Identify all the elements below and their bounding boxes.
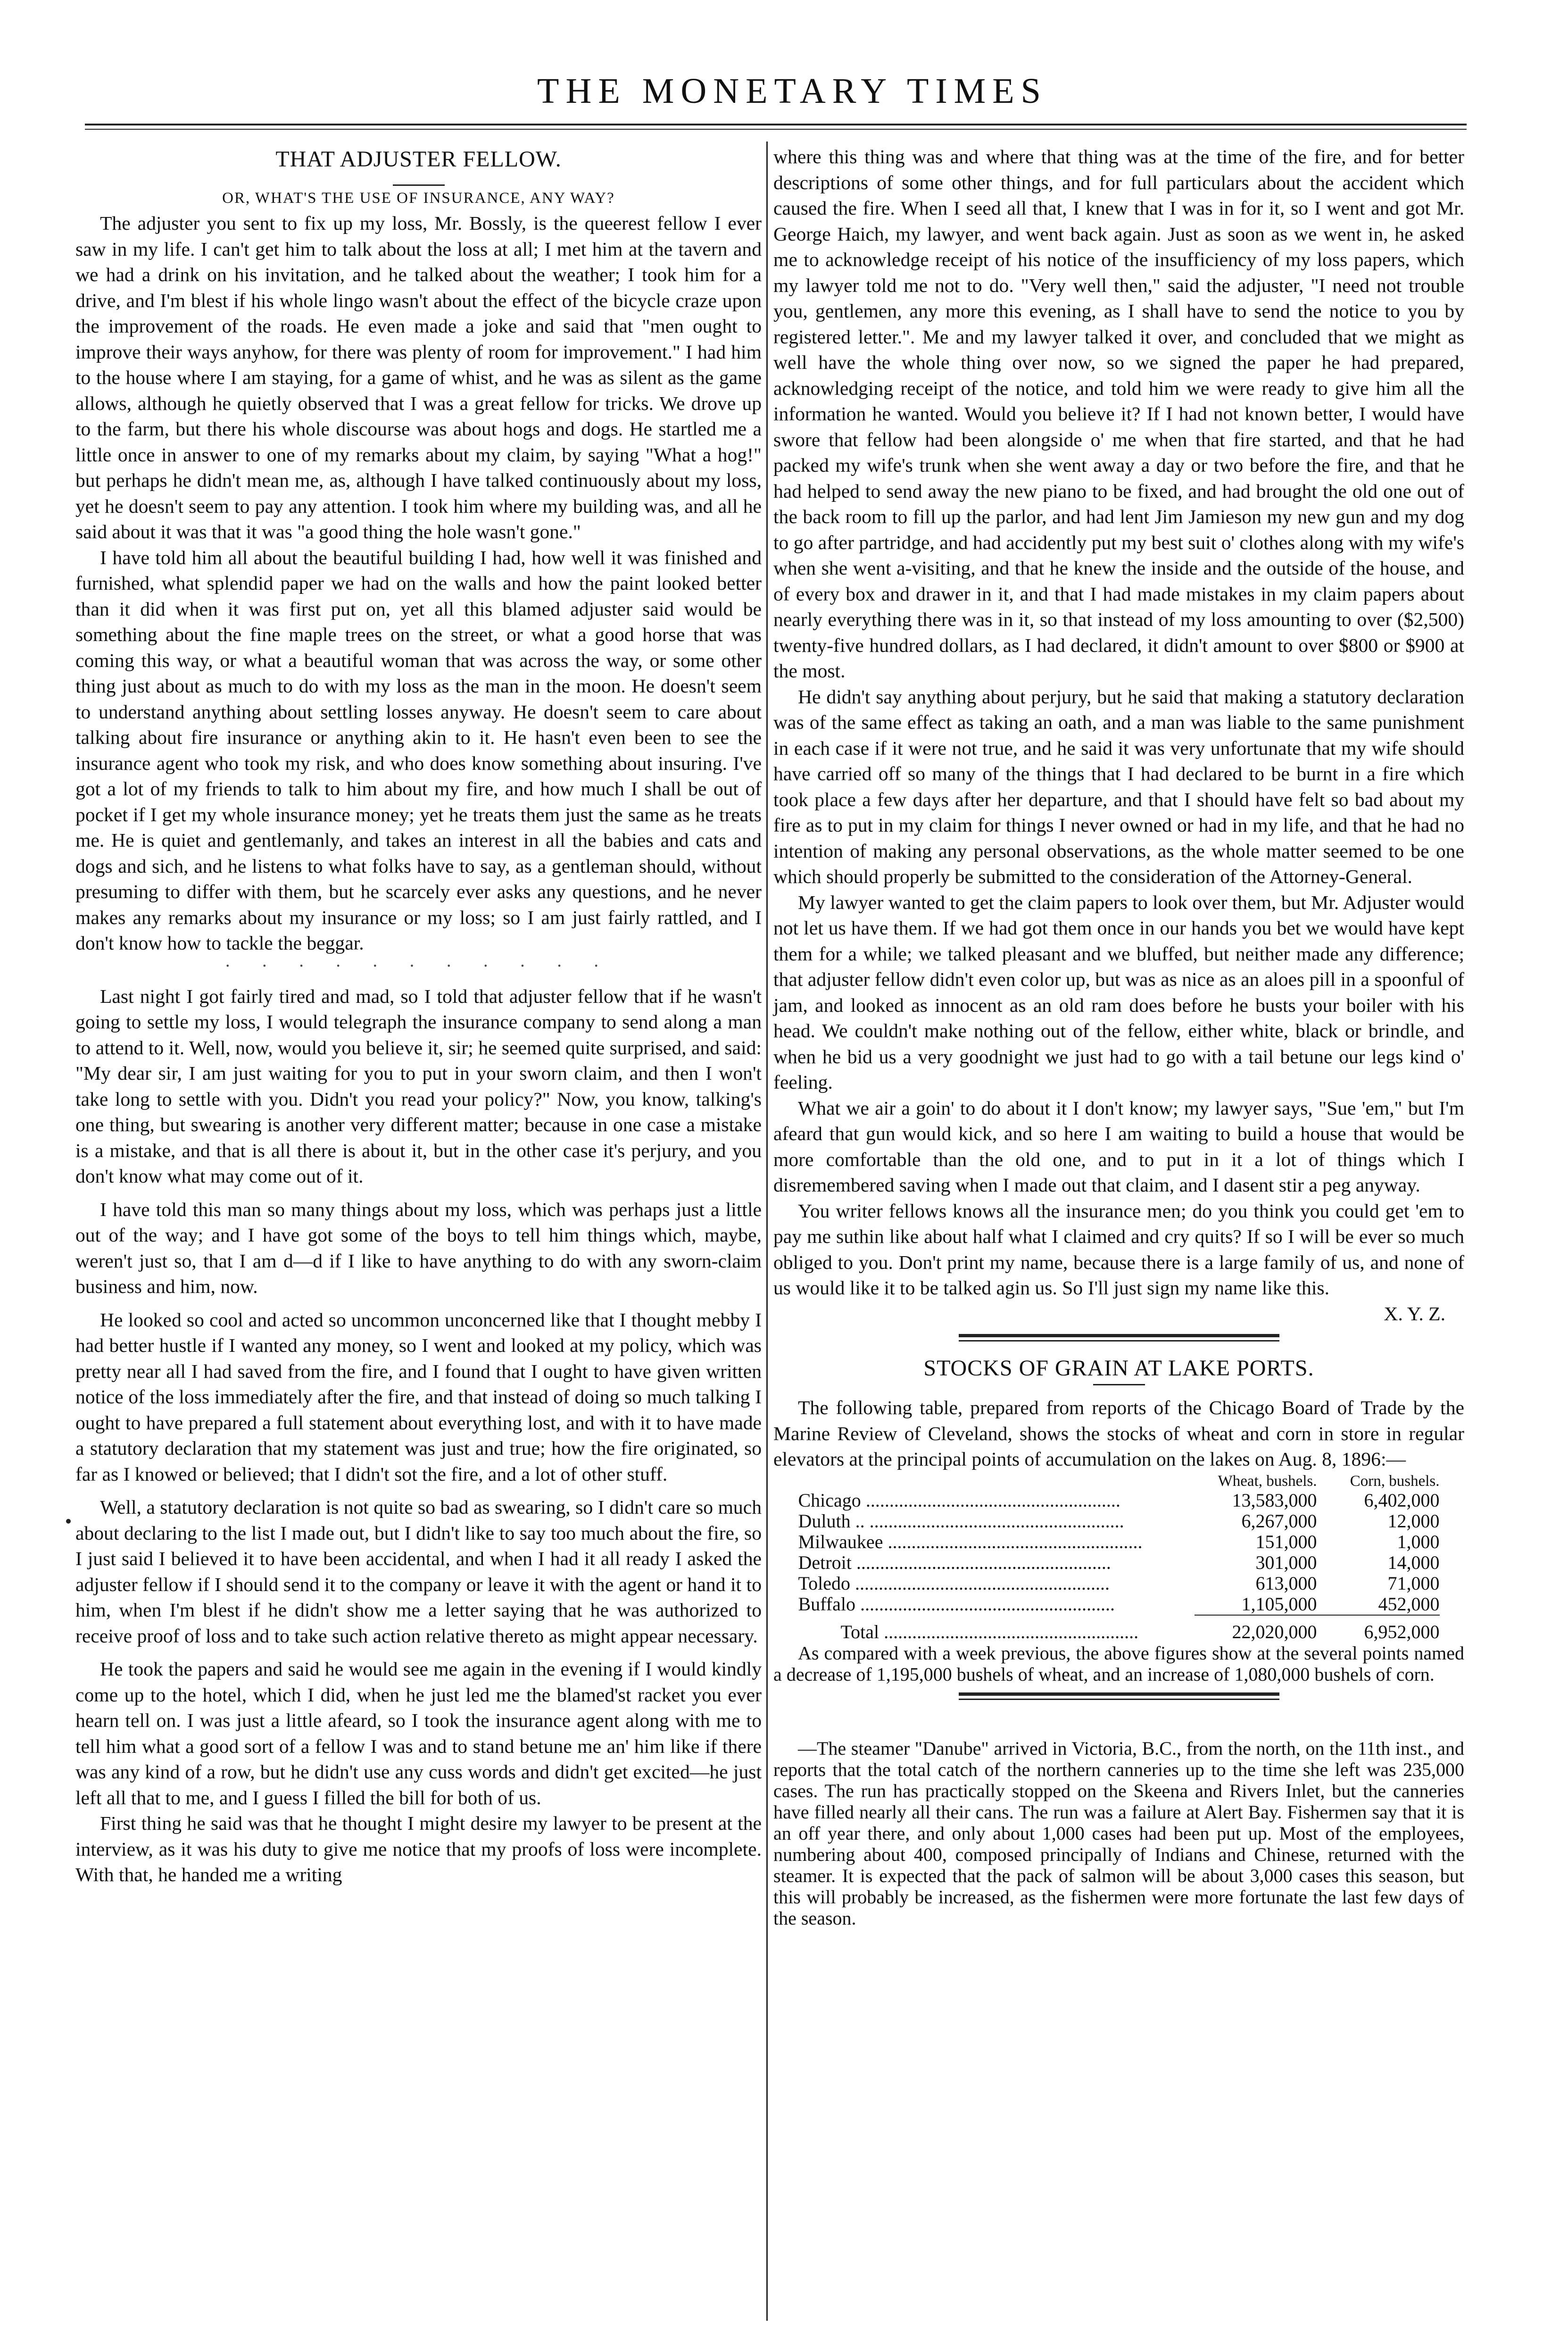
paragraph: What we air a goin' to do about it I don't know; my lawyer says, "Sue 'em," but I'm afeard that gun would kick, and so here I am waiting to build a house that would be more comfortable than the old one, and to put in it a lot of things which I disremembered saving when I made out that claim, and I dasent stir a peg anyway.	[773, 1097, 1464, 1196]
table-row	[798, 1594, 1440, 1615]
wheat-value: 1,105,000	[1195, 1594, 1317, 1615]
port-name: Buffalo ......................................................	[798, 1593, 1115, 1615]
corn-value: 1,000	[1397, 1531, 1440, 1552]
paragraph: where this thing was and where that thing was at the time of the fire, and for better descriptions of some other things, and for full particulars about the accident which caused the fire. When I seed all that, I knew that I was in for it, so I went and got Mr. George Haich, my lawyer, and went back again. Just as soon as we went in, he asked me to acknowledge receipt of his notice of the insufficiency of my loss papers, which my lawyer told me not to do. "Very well then," said the adjuster, "I need not trouble you, gentlemen, any more this evening, as I shall have to send the notice to you by registered letter.". Me and my lawyer talked it over, and concluded that we might as well have the whole thing over now, so we signed the paper he had prepared, acknowledging receipt of the notice, and told him we were ready to give him all the information he wanted. Would you believe it? If I had not known better, I would have swore that fellow had been alongside o' me when that fire started, and that he had packed my wife's trunk when she went away a day or two before the fire, and that he had helped to send away the new piano to be fixed, and had brought the old one out of the back room to fill up the parlor, and had lent Jim Jamieson my new gun and my dog to go after partridge, and had accidently put my best suit o' clothes along with my wife's when she went a-visiting, and that he knew the inside and the outside of the house, and of every box and drawer in it, and that I had made mistakes in my claim papers about nearly everything there was in it, so that instead of my loss amounting to over ($2,500) twenty-five hundred dollars, as I had declared, it didn't amount to over $800 or $900 at the most.	[773, 146, 1464, 682]
paragraph: He looked so cool and acted so uncommon unconcerned like that I thought mebby I had better hustle if I wanted any money, so I went and looked at my policy, which was pretty near all I had saved from the fire, and I found that I ought to have given written notice of the loss immediately after the fire, and that instead of doing so much talking I ought to have prepared a full statement about everything lost, and with it to have made a statutory declaration that my statement was just and true; how the fire originated, so far as I knowed or believed; that I didn't sot the fire, and a lot of other stuff.	[75, 1308, 762, 1485]
section-break: · · · · · · · · · · ·	[224, 956, 613, 976]
total-label: Total ......................................................	[840, 1621, 1139, 1642]
wheat-total: 22,020,000	[1232, 1621, 1317, 1642]
table-row	[798, 1552, 1440, 1573]
paragraph: The adjuster you sent to fix up my loss, Mr. Bossly, is the queerest fellow I ever saw in my life. I can't get him to talk about the loss at all; I met him at the tavern and we had a drink on his invitation, and he talked about the weather; I took him for a drive, and I'm blest if his whole lingo wasn't about the effect of the bicycle craze upon the improvement of the roads. He even made a joke and said that "men ought to improve their ways anyhow, for there was plenty of room for improvement." I had him to the house where I am staying, for a game of whist, and he was as silent as the game allows, although he quietly observed that I was a great fellow for tricks. We drove up to the farm, but there his whole discourse was about hogs and dogs. He startled me a little once in answer to one of my remarks about my claim, by saying "What a hog!" but perhaps he didn't mean me, as, although I have talked continuously about my loss, yet he doesn't seem to pay any attention. I took him where my building was, and all he said about it was that it was "a good thing the hole wasn't gone."	[75, 212, 762, 542]
wheat-value: 13,583,000	[1232, 1489, 1317, 1511]
left-column	[75, 144, 762, 1888]
grain-table	[798, 1472, 1440, 1642]
table-header	[798, 1472, 1195, 1490]
paragraph: My lawyer wanted to get the claim papers to look over them, but Mr. Adjuster would not let us have them. If we had got them once in our hands you bet we would have kept them for a while; we talked pleasant and we bluffed, but neither made any difference; that adjuster fellow didn't even color up, but was as nice as an aloes pill in a spoonful of jam, and looked as innocent as an old ram does before he busts your boiler with his head. We couldn't make nothing out of the fellow, either white, black or brindle, and when he bid us a very goodnight we just had to go with a tail betune our legs kind o' feeling.	[773, 891, 1464, 1093]
paragraph: Well, a statutory declaration is not quite so bad as swearing, so I didn't care so much about declaring to the list I made out, but I didn't like to say too much about the fire, so I just said I believed it to have been accidental, and when I had it all ready I asked the adjuster fellow if I should send it to the company or leave it with the agent or hand it to him, when I'm blest if he didn't show me a letter saying that he was authorized to receive proof of loss and to take such action relative thereto as might appear necessary.	[75, 1496, 762, 1647]
paragraph: I have told him all about the beautiful building I had, how well it was finished and furnished, what splendid paper we had on the walls and how the paint looked better than it did when it was first put on, yet all this blamed adjuster said would be something about the fine maple trees on the street, or what a good horse that was coming this way, or what a beautiful woman that was across the way, or some other thing just about as much to do with my loss as the man in the moon. He doesn't seem to understand anything about settling losses anyway. He doesn't seem to care about talking about fire insurance or anything akin to it. He hasn't even been to see the insurance agent who took my risk, and who does know something about insuring. I've got a lot of my friends to talk to him about my fire, and how much I shall be out of pocket if I get my whole insurance money; yet he treats them just the same as he treats me. He is quiet and gentlemanly, and takes an interest in all the babies and cats and dogs and sich, and he listens to what folks have to say, as a gentleman should, without presuming to differ with them, but he scarcely ever asks any questions, and he never makes any remarks about my insurance or my loss; so I am just fairly rattled, and I don't know how to tackle the beggar.	[75, 546, 762, 954]
corn-value: 14,000	[1387, 1551, 1440, 1573]
paragraph: First thing he said was that he thought I might desire my lawyer to be present at the interview, as it was his duty to give me notice that my proofs of loss were incomplete. With that, he handed me a writing	[75, 1812, 762, 1885]
section-rule	[959, 1334, 1279, 1342]
salmon-news: —The steamer "Danube" arrived in Victoria, B.C., from the north, on the 11th inst., and reports that the total catch of the northern canneries up to the time she left was 235,000 cases. The run has practically stopped on the Skeena and Rivers Inlet, but the canneries have filled nearly all their cans. The run was a failure at Alert Bay. Fishermen say that it is an off year there, and only about 1,000 cases had been put up. Most of the employees, numbering about 400, composed principally of Indians and Chinese, returned with the steamer. It is expected that the pack of salmon will be about 3,000 cases this season, but this will probably be increased, as the fishermen were more fortunate the last few days of the season.	[773, 1737, 1464, 1929]
section-rule	[959, 1692, 1279, 1700]
right-column	[773, 144, 1464, 1929]
grain-title: STOCKS OF GRAIN AT LAKE PORTS.	[923, 1356, 1314, 1381]
paragraph: You writer fellows knows all the insurance men; do you think you could get 'em to pay me suthin like about half what I claimed and cry quits? If so I will be ever so much obliged to you. Don't print my name, because there is a large family of us, and none of us would like it to be talked agin us. So I'll just sign my name like this.	[773, 1200, 1464, 1299]
wheat-value: 151,000	[1255, 1531, 1317, 1552]
masthead-rule-bottom	[85, 129, 1467, 130]
masthead: THE MONETARY TIMES	[537, 71, 1047, 111]
table-header-row	[798, 1472, 1440, 1490]
table-row	[798, 1532, 1440, 1552]
table-header: Corn, bushels.	[1350, 1472, 1440, 1490]
port-name: Milwaukee ......................................................	[798, 1531, 1143, 1552]
port-name: Detroit ......................................................	[798, 1552, 1111, 1573]
paragraph: He didn't say anything about perjury, but he said that making a statutory declaration was of the same effect as taking an oath, and a man was liable to the same punishment in each case if it were not true, and he said it was very unfortunate that my wife should have carried off so many of the things that I had declared to be burnt in a fire which took place a few days after her departure, and that I should have felt so bad about my fire as to put in my claim for things I never owned or had in my life, and that he had no intention of making any personal observations, as the whole matter seemed to be one which should properly be submitted to the consideration of the Attorney-General.	[773, 685, 1464, 887]
wheat-value: 6,267,000	[1241, 1510, 1317, 1532]
table-row	[798, 1573, 1440, 1594]
wheat-value: 301,000	[1255, 1551, 1317, 1573]
paragraph: He took the papers and said he would see me again in the evening if I would kindly come up to the hotel, which I did, when he just led me the blamed'st racket you ever hearn tell on. I was just a little afeard, so I took the insurance agent along with me to tell him what a good sort of a fellow I was and to stand betune me an' him like if there was any kind of a row, but he didn't use any cuss words and didn't get excited—he just left all that to me, and I guess I filled the bill for both of us.	[75, 1658, 762, 1808]
paragraph: Last night I got fairly tired and mad, so I told that adjuster fellow that if he wasn't going to settle my loss, I would telegraph the insurance company to send along a man to attend to it. Well, now, would you believe it, sir; he seemed quite surprised, and said: "My dear sir, I am just waiting for you to put in your sworn claim, and then I won't take long to settle with you. Didn't you read your policy?" Now, you know, talking's one thing, but swearing is another very different matter; because in one case a mistake is a mistake, and that is all there is about it, but in the other case it's perjury, and you don't know what may come out of it.	[75, 985, 762, 1187]
grain-note: As compared with a week previous, the above figures show at the several points named a decrease of 1,195,000 bushels of wheat, and an increase of 1,080,000 bushels of corn.	[773, 1642, 1464, 1685]
corn-value: 71,000	[1387, 1572, 1440, 1594]
corn-value: 452,000	[1317, 1594, 1440, 1615]
table-header: Wheat, bushels.	[1218, 1472, 1317, 1490]
grain-intro: The following table, prepared from reports of the Chicago Board of Trade by the Marine Review of Cleveland, shows the stocks of wheat and corn in store in regular elevators at the principal points of accumulation on the lakes on Aug. 8, 1896:—	[773, 1397, 1464, 1470]
masthead-rule-top	[85, 124, 1467, 125]
table-row	[798, 1490, 1440, 1511]
table-row	[798, 1511, 1440, 1532]
table-total-row	[798, 1622, 1440, 1642]
corn-value: 6,402,000	[1364, 1489, 1440, 1511]
port-name: Chicago ......................................................	[798, 1490, 1120, 1511]
port-name: Toledo ......................................................	[798, 1573, 1110, 1594]
margin-mark	[66, 1519, 71, 1524]
port-name: Duluth .. ......................................................	[798, 1510, 1124, 1532]
wheat-value: 613,000	[1255, 1572, 1317, 1594]
corn-value: 12,000	[1387, 1510, 1440, 1532]
corn-total: 6,952,000	[1364, 1621, 1440, 1642]
column-divider	[766, 142, 768, 2321]
paragraph: I have told this man so many things about my loss, which was perhaps just a little out of the way; and I have got some of the boys to tell him things which, maybe, weren't just so, that I am d—d if I like to have anything to do with any sworn-claim business and him, now.	[75, 1198, 762, 1297]
article-title: THAT ADJUSTER FELLOW.	[275, 147, 562, 172]
article-subtitle: OR, WHAT'S THE USE OF INSURANCE, ANY WAY?	[222, 190, 615, 207]
signature: X. Y. Z.	[1384, 1302, 1445, 1325]
